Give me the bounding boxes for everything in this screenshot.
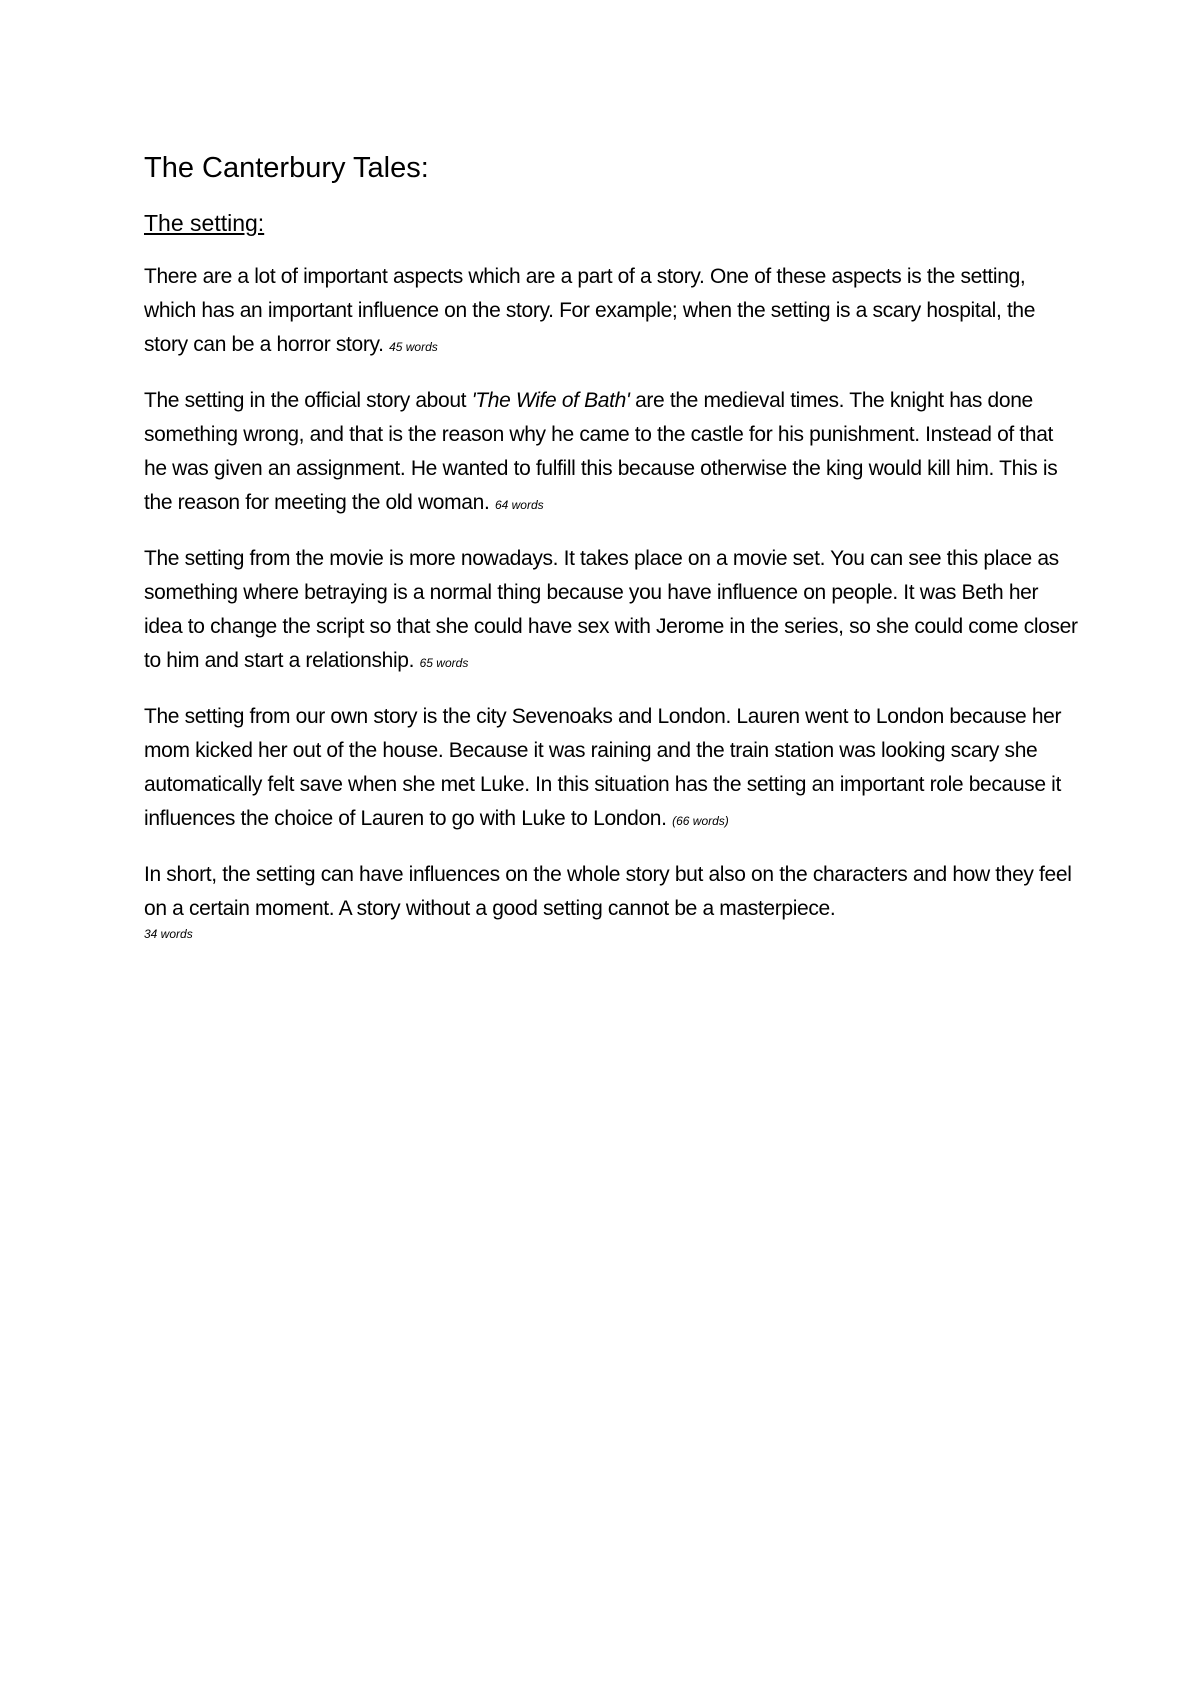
word-count: (66 words) (672, 814, 729, 828)
word-count: 64 words (494, 498, 544, 512)
paragraph-text: In short, the setting can have influences on the whole story but also on the characters and how they feel on a certain moment. A story without a good setting cannot be a masterpiece. (144, 863, 1072, 920)
word-count: 45 words (389, 340, 438, 354)
document-body (144, 150, 1080, 962)
section-heading: The setting: (144, 210, 265, 236)
paragraph-introduction (144, 260, 1080, 364)
paragraph-text: are the medieval times. The knight has done something wrong, and that is the reason why he came to the castle for his punishment. Instead of that he was given an assignment. He wanted to fulfill this because otherwise the king would kill him. This is the reason for meeting the old woman. (144, 389, 1058, 514)
paragraph-own-story (144, 700, 1080, 838)
paragraph-text: The setting in the official story about (144, 389, 472, 412)
word-count: 65 words (419, 656, 469, 670)
word-count: 34 words (144, 927, 193, 941)
paragraph-text: The setting from our own story is the city Sevenoaks and London. Lauren went to London because her mom kicked her out of the house. Because it was raining and the train station was looking scary she automatically felt save when she met Luke. In this situation has the setting an important role because it influences the choice of Lauren to go with Luke to London. (144, 705, 1062, 830)
paragraph-text: There are a lot of important aspects which are a part of a story. One of these aspects is the setting, which has an important influence on the story. For example; when the setting is a scary hospital, the story can be a horror story. (144, 265, 1036, 356)
paragraph-conclusion (144, 858, 1080, 942)
story-title: 'The Wife of Bath' (471, 389, 630, 412)
paragraph-official-story (144, 384, 1080, 522)
paragraph-text: The setting from the movie is more nowadays. It takes place on a movie set. You can see this place as something where betraying is a normal thing because you have influence on people. It was Beth her idea to change the script so that she could have sex with Jerome in the series, so she could come closer to him and start a relationship. (144, 547, 1078, 672)
document-title: The Canterbury Tales: (144, 152, 429, 184)
paragraph-movie (144, 542, 1080, 680)
